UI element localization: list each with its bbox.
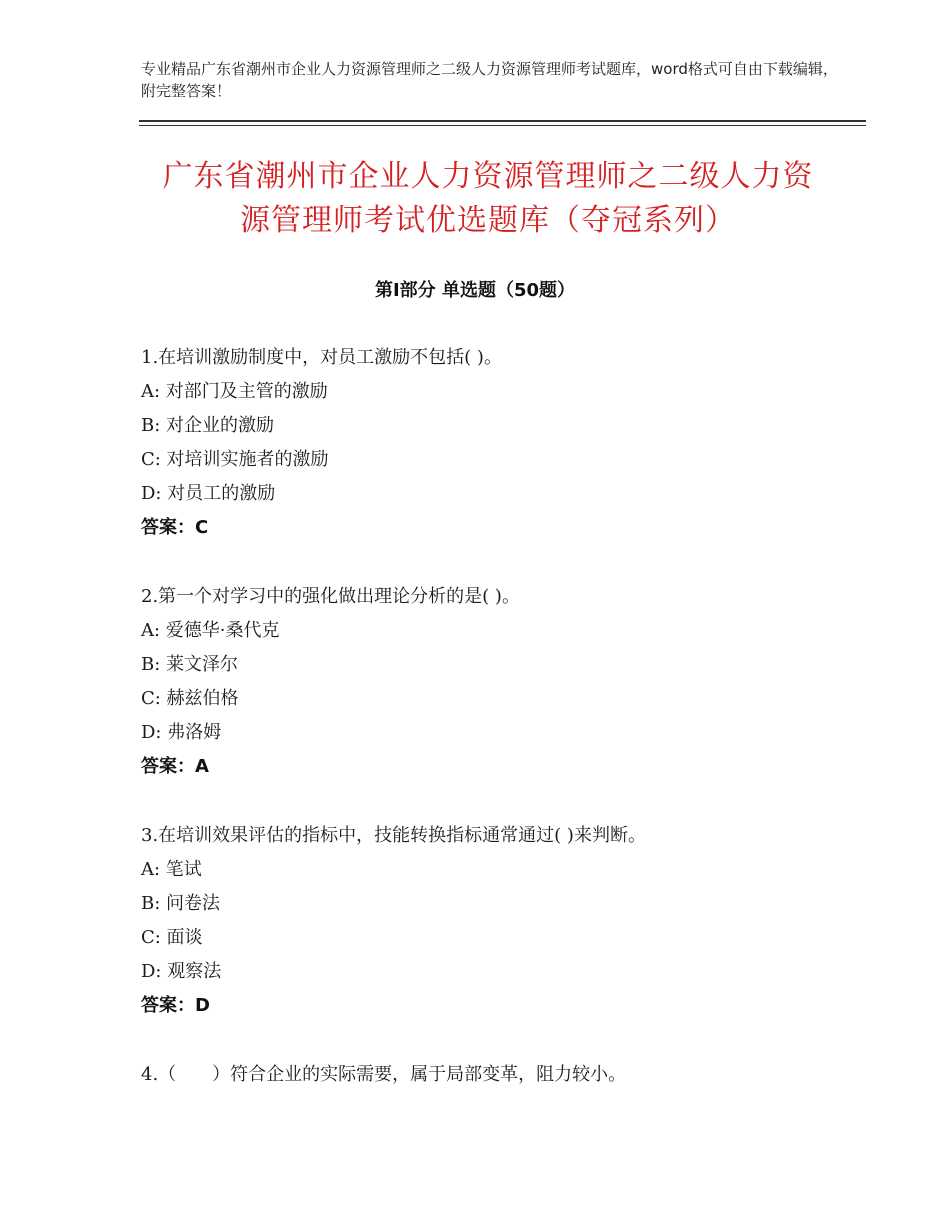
option-b: B: 莱文泽尔 [141,654,239,675]
option-b: B: 对企业的激励 [141,415,275,436]
answer-label: 答案：D [141,995,210,1016]
option-a: A: 爱德华·桑代克 [141,620,280,641]
option-c: C: 面谈 [141,927,203,948]
option-c: C: 对培训实施者的激励 [141,449,329,470]
option-d: D: 对员工的激励 [141,483,276,504]
header-divider-thick [139,120,866,122]
question-block [141,580,841,784]
question-stem: 1.在培训激励制度中，对员工激励不包括( )。 [141,347,502,368]
header-divider-thin [139,125,866,126]
option-d: D: 弗洛姆 [141,722,222,743]
question-stem: 3.在培训效果评估的指标中，技能转换指标通常通过( )来判断。 [141,825,646,846]
option-d: D: 观察法 [141,961,222,982]
document-title: 广东省潮州市企业人力资源管理师之二级人力资源管理师考试优选题库（夺冠系列） [162,159,814,238]
option-b: B: 问卷法 [141,893,221,914]
question-block [141,1058,841,1092]
option-c: C: 赫兹伯格 [141,688,239,709]
question-block [141,819,841,1023]
answer-label: 答案：A [141,756,209,777]
answer-label: 答案：C [141,517,209,538]
question-stem: 4.（ ）符合企业的实际需要，属于局部变革，阻力较小。 [141,1064,627,1085]
option-a: A: 笔试 [141,859,202,880]
question-block [141,341,841,545]
option-a: A: 对部门及主管的激励 [141,381,328,402]
question-stem: 2.第一个对学习中的强化做出理论分析的是( )。 [141,586,520,607]
header-note: 专业精品广东省潮州市企业人力资源管理师之二级人力资源管理师考试题库，word格式可自由下载编辑，附完整答案！ [141,60,838,100]
section-heading: 第Ⅰ部分 单选题（50题） [374,280,575,301]
